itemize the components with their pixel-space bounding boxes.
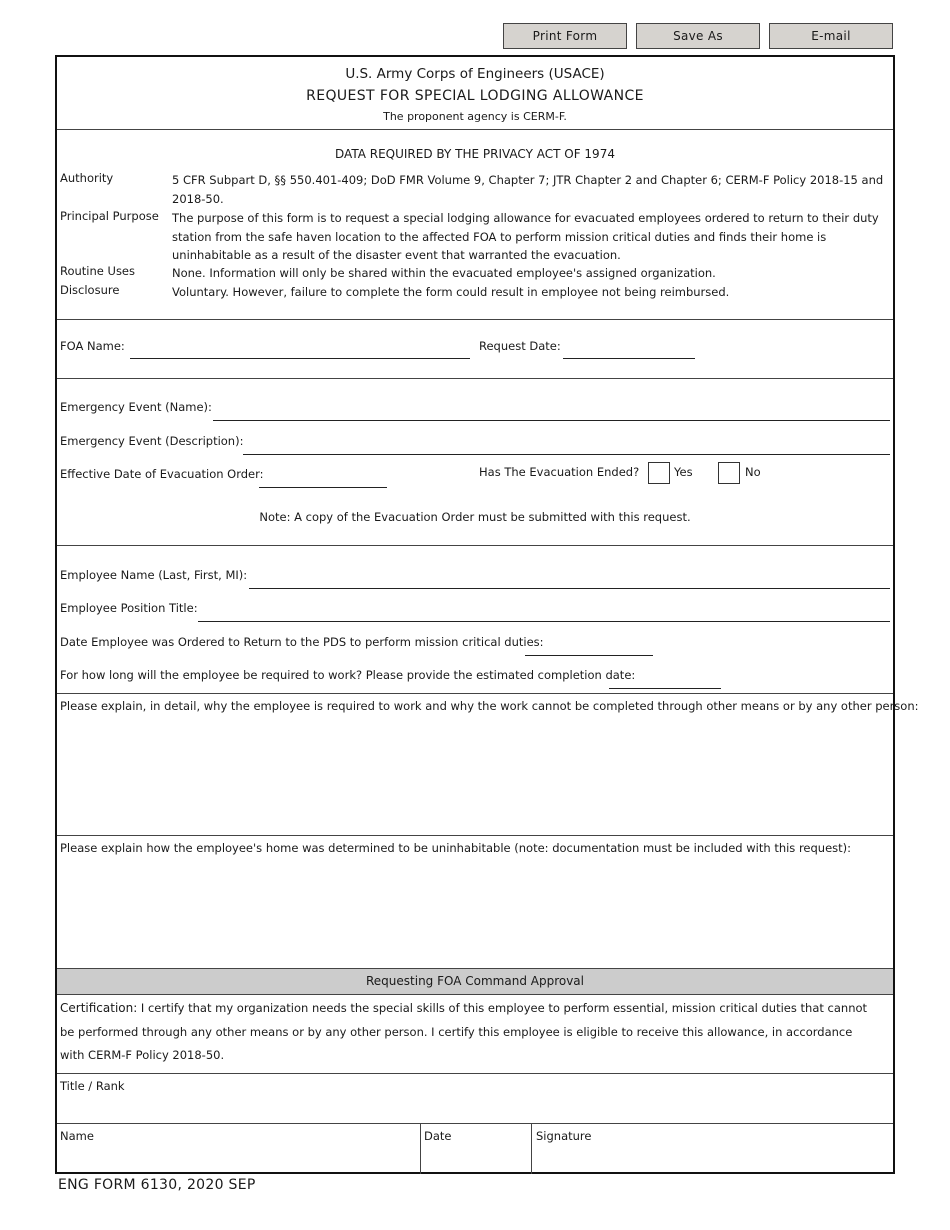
authority-label: Authority (60, 171, 114, 185)
privacy-act-section (57, 130, 893, 320)
explain-work-section[interactable] (57, 694, 919, 836)
form-number: ENG FORM 6130, 2020 SEP (58, 1177, 256, 1193)
ordered-date-field[interactable] (525, 655, 653, 656)
form-body (55, 55, 919, 1174)
form-header (57, 57, 893, 130)
event-name-label: Emergency Event (Name): (60, 400, 212, 414)
employee-name-field[interactable] (249, 588, 890, 589)
purpose-text: The purpose of this form is to request a special lodging allowance for evacuated employees ordered to return to their duty station from the safe haven location to the affected FOA to perform mission critical duties and finds their home is uninhabitable as a result of the disaster event that warranted the evacuation. (172, 211, 879, 262)
title-rank-field[interactable] (57, 1074, 893, 1124)
no-label: No (745, 465, 761, 479)
form-title: REQUEST FOR SPECIAL LODGING ALLOWANCE (306, 88, 644, 104)
date-label: Date (424, 1129, 452, 1143)
evacuation-ended-label: Has The Evacuation Ended? (479, 465, 640, 479)
name-label: Name (60, 1129, 94, 1143)
foa-name-label: FOA Name: (60, 339, 125, 353)
purpose-label: Principal Purpose (60, 209, 159, 223)
certification-label: Certification: (60, 1001, 138, 1015)
request-date-field[interactable] (563, 358, 695, 359)
disclosure-text: Voluntary. However, failure to complete the form could result in employee not being reimbursed. (172, 285, 730, 299)
certification-text (60, 997, 870, 1068)
privacy-heading: DATA REQUIRED BY THE PRIVACY ACT OF 1974 (335, 147, 615, 161)
emergency-section (57, 379, 893, 546)
event-description-field[interactable] (243, 454, 890, 455)
ordered-date-label: Date Employee was Ordered to Return to the PDS to perform mission critical duties: (60, 635, 544, 649)
foa-section (57, 320, 893, 379)
authority-text: 5 CFR Subpart D, §§ 550.401-409; DoD FMR Volume 9, Chapter 7; JTR Chapter 2 and Chapter 6; CERM-F Policy 2018-15 and 2018-50. (172, 173, 884, 206)
explain-work-label: Please explain, in detail, why the employee is required to work and why the work cannot be completed through other means or by any other person: (60, 699, 919, 713)
event-name-field[interactable] (213, 420, 890, 421)
employee-section (57, 546, 893, 694)
evacuation-order-note: Note: A copy of the Evacuation Order must be submitted with this request. (259, 510, 691, 524)
completion-date-field[interactable] (609, 688, 721, 689)
org-name: U.S. Army Corps of Engineers (USACE) (345, 66, 605, 82)
title-rank-label: Title / Rank (60, 1079, 125, 1093)
disclosure-label: Disclosure (60, 283, 120, 297)
email-button[interactable]: E-mail (769, 23, 893, 49)
completion-date-label: For how long will the employee be required to work? Please provide the estimated completion date: (60, 668, 636, 682)
certification-body: I certify that my organization needs the special skills of this employee to perform essential, mission critical duties that cannot be performed through any other means or by any other person. I certify this employee is eligible to receive this allowance, in accordance with CERM-F Policy 2018-50. (60, 1001, 868, 1062)
print-form-button[interactable]: Print Form (503, 23, 627, 49)
effective-date-field[interactable] (259, 487, 387, 488)
save-as-button[interactable]: Save As (636, 23, 760, 49)
explain-home-label: Please explain how the employee's home was determined to be uninhabitable (note: documentation must be included with this request): (60, 841, 852, 855)
employee-name-label: Employee Name (Last, First, MI): (60, 568, 248, 582)
effective-date-label: Effective Date of Evacuation Order: (60, 467, 264, 481)
proponent-text: The proponent agency is CERM-F. (383, 110, 567, 123)
signature-label: Signature (536, 1129, 592, 1143)
explain-home-section[interactable] (57, 836, 893, 968)
position-title-field[interactable] (198, 621, 890, 622)
yes-label: Yes (674, 465, 693, 479)
routine-uses-label: Routine Uses (60, 264, 135, 278)
certification-section (57, 995, 893, 1074)
request-date-label: Request Date: (479, 339, 561, 353)
evacuation-ended-yes-checkbox[interactable] (648, 462, 670, 484)
foa-name-field[interactable] (130, 358, 470, 359)
event-description-label: Emergency Event (Description): (60, 434, 244, 448)
routine-uses-text: None. Information will only be shared within the evacuated employee's assigned organization. (172, 266, 716, 280)
divider (531, 1124, 532, 1174)
position-title-label: Employee Position Title: (60, 601, 198, 615)
approval-heading: Requesting FOA Command Approval (57, 968, 893, 995)
evacuation-ended-no-checkbox[interactable] (718, 462, 740, 484)
divider (420, 1124, 421, 1174)
